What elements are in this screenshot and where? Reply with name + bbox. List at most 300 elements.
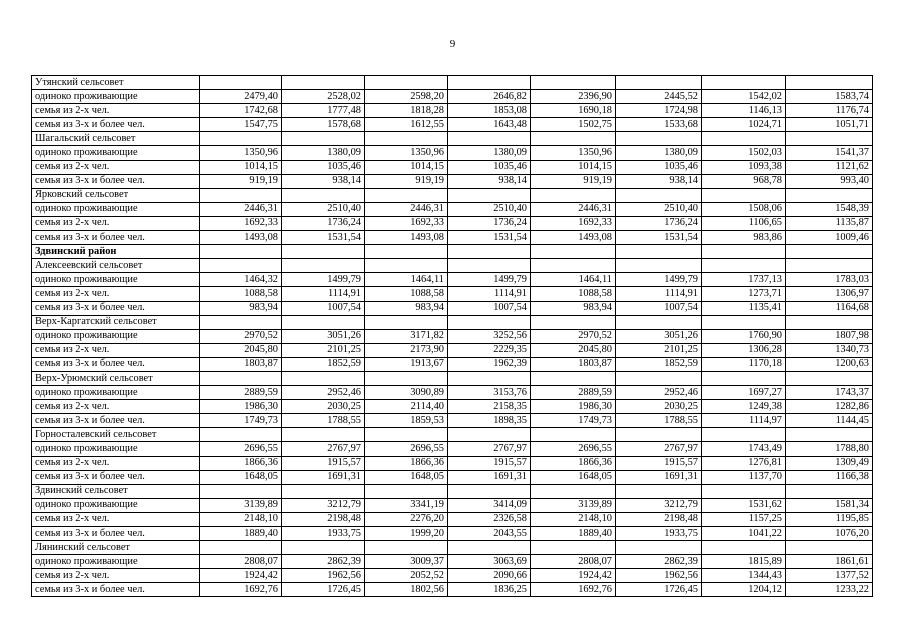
table-cell: 1749,73 xyxy=(531,414,616,428)
table-cell xyxy=(200,76,282,90)
district-heading-row xyxy=(32,245,873,259)
table-cell: 1648,05 xyxy=(365,470,448,484)
table-cell: 2446,31 xyxy=(531,202,616,216)
table-row xyxy=(32,146,873,160)
table-cell xyxy=(200,259,282,273)
table-cell: 1114,91 xyxy=(282,287,365,301)
table-cell xyxy=(448,259,531,273)
table-cell: 1533,68 xyxy=(616,118,702,132)
table-cell: 1024,71 xyxy=(702,118,786,132)
row-label: семья из 2-х чел. xyxy=(32,456,200,470)
section-heading-row xyxy=(32,428,873,442)
table-cell: 1007,54 xyxy=(616,301,702,315)
table-cell xyxy=(448,484,531,498)
table-cell xyxy=(616,245,702,259)
table-cell: 1035,46 xyxy=(616,160,702,174)
table-cell: 1690,18 xyxy=(531,104,616,118)
table-cell xyxy=(282,188,365,202)
row-label: одиноко проживающие xyxy=(32,202,200,216)
table-cell xyxy=(702,76,786,90)
table-cell: 1464,11 xyxy=(365,273,448,287)
table-cell: 1736,24 xyxy=(448,216,531,230)
table-cell xyxy=(616,132,702,146)
table-cell xyxy=(448,245,531,259)
table-cell: 2528,02 xyxy=(282,90,365,104)
table-cell: 1691,31 xyxy=(282,470,365,484)
table-row xyxy=(32,118,873,132)
table-cell xyxy=(200,188,282,202)
table-cell xyxy=(531,188,616,202)
table-cell: 1692,33 xyxy=(365,216,448,230)
table-cell: 1233,22 xyxy=(786,583,873,597)
table-cell: 1051,71 xyxy=(786,118,873,132)
table-cell: 1583,74 xyxy=(786,90,873,104)
table-row xyxy=(32,456,873,470)
table-cell: 1531,54 xyxy=(448,231,531,245)
table-cell: 1306,97 xyxy=(786,287,873,301)
table-cell xyxy=(365,315,448,329)
table-cell: 2229,35 xyxy=(448,343,531,357)
table-cell: 1146,13 xyxy=(702,104,786,118)
table-cell xyxy=(200,484,282,498)
table-cell: 1986,30 xyxy=(531,400,616,414)
table-cell: 1788,55 xyxy=(616,414,702,428)
table-cell xyxy=(448,428,531,442)
table-cell: 2862,39 xyxy=(282,555,365,569)
table-row xyxy=(32,329,873,343)
page-number: 9 xyxy=(449,38,456,50)
table-cell: 2446,31 xyxy=(200,202,282,216)
table-cell: 1166,38 xyxy=(786,470,873,484)
table-cell: 1157,25 xyxy=(702,512,786,526)
table-cell xyxy=(365,188,448,202)
table-cell: 2045,80 xyxy=(531,343,616,357)
row-label: семья из 2-х чел. xyxy=(32,287,200,301)
table-row xyxy=(32,583,873,597)
table-row xyxy=(32,231,873,245)
table-cell: 3051,26 xyxy=(616,329,702,343)
table-cell xyxy=(786,484,873,498)
table-cell xyxy=(702,371,786,385)
table-cell xyxy=(448,541,531,555)
table-cell xyxy=(702,245,786,259)
table-cell: 2396,90 xyxy=(531,90,616,104)
table-cell: 2767,97 xyxy=(448,442,531,456)
table-cell xyxy=(531,315,616,329)
table-cell: 1743,37 xyxy=(786,386,873,400)
table-cell: 1014,15 xyxy=(365,160,448,174)
table-cell: 1014,15 xyxy=(531,160,616,174)
table-cell xyxy=(616,541,702,555)
table-cell: 2889,59 xyxy=(200,386,282,400)
table-row xyxy=(32,498,873,512)
table-cell: 2101,25 xyxy=(616,343,702,357)
table-cell: 1093,38 xyxy=(702,160,786,174)
table-cell: 2696,55 xyxy=(531,442,616,456)
table-cell: 1282,86 xyxy=(786,400,873,414)
row-label: семья из 3-х и более чел. xyxy=(32,118,200,132)
table-cell: 1380,09 xyxy=(448,146,531,160)
table-cell: 1866,36 xyxy=(200,456,282,470)
table-cell xyxy=(616,371,702,385)
table-cell: 1612,55 xyxy=(365,118,448,132)
selsovet-name: Алексеевский сельсовет xyxy=(32,259,200,273)
table-cell: 919,19 xyxy=(531,174,616,188)
table-cell xyxy=(702,541,786,555)
table-cell: 1350,96 xyxy=(531,146,616,160)
table-cell: 1802,56 xyxy=(365,583,448,597)
table-cell: 1547,75 xyxy=(200,118,282,132)
section-heading-row xyxy=(32,76,873,90)
table-cell: 3090,89 xyxy=(365,386,448,400)
table-cell: 1818,28 xyxy=(365,104,448,118)
table-cell xyxy=(365,541,448,555)
table-cell: 2052,52 xyxy=(365,569,448,583)
table-cell: 1915,57 xyxy=(282,456,365,470)
table-cell: 1273,71 xyxy=(702,287,786,301)
table-cell: 938,14 xyxy=(616,174,702,188)
table-cell: 1164,68 xyxy=(786,301,873,315)
row-label: одиноко проживающие xyxy=(32,273,200,287)
table-cell: 983,94 xyxy=(200,301,282,315)
table-cell: 1933,75 xyxy=(616,527,702,541)
table-cell xyxy=(702,315,786,329)
table-cell: 1692,76 xyxy=(531,583,616,597)
table-cell xyxy=(448,188,531,202)
row-label: одиноко проживающие xyxy=(32,555,200,569)
row-label: семья из 2-х чел. xyxy=(32,569,200,583)
table-row xyxy=(32,555,873,569)
table-cell: 1493,08 xyxy=(531,231,616,245)
table-cell: 1853,08 xyxy=(448,104,531,118)
table-cell: 2148,10 xyxy=(531,512,616,526)
table-cell: 1531,54 xyxy=(616,231,702,245)
table-cell: 1176,74 xyxy=(786,104,873,118)
table-cell: 1861,61 xyxy=(786,555,873,569)
row-label: семья из 3-х и более чел. xyxy=(32,470,200,484)
table-cell xyxy=(448,371,531,385)
table-row xyxy=(32,400,873,414)
row-label: семья из 3-х и более чел. xyxy=(32,583,200,597)
table-cell: 1344,43 xyxy=(702,569,786,583)
table-cell: 1648,05 xyxy=(531,470,616,484)
table-cell xyxy=(282,371,365,385)
table-cell xyxy=(786,132,873,146)
table-cell xyxy=(282,428,365,442)
table-cell xyxy=(365,132,448,146)
row-label: семья из 2-х чел. xyxy=(32,343,200,357)
selsovet-name: Шагальский сельсовет xyxy=(32,132,200,146)
table-cell: 1724,98 xyxy=(616,104,702,118)
table-cell: 1076,20 xyxy=(786,527,873,541)
table-cell xyxy=(282,259,365,273)
table-cell xyxy=(448,132,531,146)
table-cell: 3153,76 xyxy=(448,386,531,400)
table-cell: 1986,30 xyxy=(200,400,282,414)
table-cell xyxy=(200,371,282,385)
table-cell: 1531,62 xyxy=(702,498,786,512)
table-cell: 1088,58 xyxy=(365,287,448,301)
table-row xyxy=(32,512,873,526)
table-cell: 1502,03 xyxy=(702,146,786,160)
table-cell xyxy=(616,315,702,329)
row-label: семья из 3-х и более чел. xyxy=(32,357,200,371)
table-cell: 2276,20 xyxy=(365,512,448,526)
table-cell: 3212,79 xyxy=(282,498,365,512)
selsovet-name: Лянинский сельсовет xyxy=(32,541,200,555)
section-heading-row xyxy=(32,315,873,329)
table-cell: 1889,40 xyxy=(531,527,616,541)
table-cell: 1726,45 xyxy=(282,583,365,597)
table-cell: 1736,24 xyxy=(616,216,702,230)
table-cell xyxy=(365,428,448,442)
table-cell: 2158,35 xyxy=(448,400,531,414)
table-cell: 2198,48 xyxy=(616,512,702,526)
table-row xyxy=(32,414,873,428)
row-label: одиноко проживающие xyxy=(32,442,200,456)
table-cell: 1548,39 xyxy=(786,202,873,216)
table-cell: 1350,96 xyxy=(365,146,448,160)
table-cell: 1749,73 xyxy=(200,414,282,428)
table-cell xyxy=(786,541,873,555)
table-cell: 1144,45 xyxy=(786,414,873,428)
table-cell: 2045,80 xyxy=(200,343,282,357)
row-label: семья из 3-х и более чел. xyxy=(32,301,200,315)
table-cell: 3063,69 xyxy=(448,555,531,569)
table-cell: 1788,80 xyxy=(786,442,873,456)
table-cell xyxy=(531,76,616,90)
table-cell: 1499,79 xyxy=(616,273,702,287)
table-cell: 1014,15 xyxy=(200,160,282,174)
table-row xyxy=(32,527,873,541)
table-cell: 2148,10 xyxy=(200,512,282,526)
table-cell: 983,86 xyxy=(702,231,786,245)
table-cell: 3212,79 xyxy=(616,498,702,512)
table-cell: 2646,82 xyxy=(448,90,531,104)
table-cell xyxy=(616,76,702,90)
table-cell: 3414,09 xyxy=(448,498,531,512)
table-cell: 2598,20 xyxy=(365,90,448,104)
table-cell: 1088,58 xyxy=(531,287,616,301)
section-heading-row xyxy=(32,188,873,202)
table-row xyxy=(32,273,873,287)
table-cell: 1306,28 xyxy=(702,343,786,357)
table-cell: 1493,08 xyxy=(365,231,448,245)
row-label: семья из 2-х чел. xyxy=(32,160,200,174)
table-cell: 2479,40 xyxy=(200,90,282,104)
table-cell: 919,19 xyxy=(365,174,448,188)
table-cell xyxy=(786,371,873,385)
table-cell xyxy=(531,259,616,273)
table-cell: 2862,39 xyxy=(616,555,702,569)
table-cell: 938,14 xyxy=(282,174,365,188)
table-cell xyxy=(786,188,873,202)
table-cell xyxy=(702,484,786,498)
row-label: семья из 3-х и более чел. xyxy=(32,414,200,428)
table-cell: 2808,07 xyxy=(531,555,616,569)
table-cell: 1815,89 xyxy=(702,555,786,569)
table-cell: 2101,25 xyxy=(282,343,365,357)
table-cell xyxy=(200,428,282,442)
selsovet-name: Горностaлевский сельсовет xyxy=(32,428,200,442)
table-cell: 1137,70 xyxy=(702,470,786,484)
table-cell: 1962,39 xyxy=(448,357,531,371)
table-row xyxy=(32,343,873,357)
table-cell: 1499,79 xyxy=(282,273,365,287)
table-cell: 1035,46 xyxy=(448,160,531,174)
table-cell: 1170,18 xyxy=(702,357,786,371)
selsovet-name: Ярковский сельсовет xyxy=(32,188,200,202)
table-cell: 2030,25 xyxy=(616,400,702,414)
table-cell: 3009,37 xyxy=(365,555,448,569)
table-cell: 1502,75 xyxy=(531,118,616,132)
table-cell xyxy=(616,428,702,442)
table-cell: 2173,90 xyxy=(365,343,448,357)
selsovet-name: Верх-Каргатский сельсовет xyxy=(32,315,200,329)
table-cell: 1007,54 xyxy=(448,301,531,315)
row-label: семья из 2-х чел. xyxy=(32,216,200,230)
table-cell: 1777,48 xyxy=(282,104,365,118)
table-row xyxy=(32,442,873,456)
table-cell xyxy=(200,132,282,146)
table-cell xyxy=(531,132,616,146)
table-cell: 1692,33 xyxy=(200,216,282,230)
table-cell: 1464,32 xyxy=(200,273,282,287)
table-row xyxy=(32,160,873,174)
table-cell: 919,19 xyxy=(200,174,282,188)
table-cell: 1913,67 xyxy=(365,357,448,371)
section-heading-row xyxy=(32,259,873,273)
table-row xyxy=(32,216,873,230)
district-name: Здвинский район xyxy=(32,245,200,259)
table-cell: 1803,87 xyxy=(200,357,282,371)
table-cell xyxy=(200,315,282,329)
table-row xyxy=(32,104,873,118)
table-cell: 1736,24 xyxy=(282,216,365,230)
section-heading-row xyxy=(32,484,873,498)
table-cell: 1195,85 xyxy=(786,512,873,526)
table-cell: 1852,59 xyxy=(282,357,365,371)
table-row xyxy=(32,386,873,400)
table-cell xyxy=(702,188,786,202)
table-cell: 3341,19 xyxy=(365,498,448,512)
table-cell: 2510,40 xyxy=(282,202,365,216)
table-cell xyxy=(702,428,786,442)
table-cell: 1114,91 xyxy=(616,287,702,301)
table-cell: 1726,45 xyxy=(616,583,702,597)
table-cell: 1866,36 xyxy=(365,456,448,470)
table-cell xyxy=(365,245,448,259)
table-cell: 2114,40 xyxy=(365,400,448,414)
table-cell: 2808,07 xyxy=(200,555,282,569)
table-cell: 1743,49 xyxy=(702,442,786,456)
table-cell: 1737,13 xyxy=(702,273,786,287)
section-heading-row xyxy=(32,371,873,385)
table-cell xyxy=(702,132,786,146)
table-cell: 1114,97 xyxy=(702,414,786,428)
table-cell: 2043,55 xyxy=(448,527,531,541)
table-cell: 993,40 xyxy=(786,174,873,188)
table-cell: 2198,48 xyxy=(282,512,365,526)
row-label: семья из 3-х и более чел. xyxy=(32,174,200,188)
table-cell: 1121,62 xyxy=(786,160,873,174)
table-cell xyxy=(448,76,531,90)
table-cell: 3139,89 xyxy=(200,498,282,512)
table-cell: 1508,06 xyxy=(702,202,786,216)
table-cell: 1836,25 xyxy=(448,583,531,597)
row-label: одиноко проживающие xyxy=(32,146,200,160)
row-label: семья из 2-х чел. xyxy=(32,400,200,414)
table-cell xyxy=(282,484,365,498)
table-cell: 1493,08 xyxy=(200,231,282,245)
table-cell: 1135,87 xyxy=(786,216,873,230)
table-cell: 1643,48 xyxy=(448,118,531,132)
table-cell: 1760,90 xyxy=(702,329,786,343)
table-cell xyxy=(282,132,365,146)
table-cell: 1692,76 xyxy=(200,583,282,597)
table-cell xyxy=(616,259,702,273)
table-cell: 1742,68 xyxy=(200,104,282,118)
table-cell: 1933,75 xyxy=(282,527,365,541)
table-cell: 1249,38 xyxy=(702,400,786,414)
table-cell: 2970,52 xyxy=(531,329,616,343)
table-cell: 2090,66 xyxy=(448,569,531,583)
table-cell: 983,94 xyxy=(365,301,448,315)
table-cell: 1648,05 xyxy=(200,470,282,484)
table-cell: 1200,63 xyxy=(786,357,873,371)
table-cell: 2445,52 xyxy=(616,90,702,104)
table-cell xyxy=(702,259,786,273)
table-cell: 2952,46 xyxy=(282,386,365,400)
table-cell: 1541,37 xyxy=(786,146,873,160)
table-row xyxy=(32,357,873,371)
table-cell xyxy=(282,76,365,90)
table-cell xyxy=(531,484,616,498)
table-cell: 2510,40 xyxy=(448,202,531,216)
table-cell xyxy=(448,315,531,329)
row-label: семья из 3-х и более чел. xyxy=(32,527,200,541)
table-cell: 2767,97 xyxy=(616,442,702,456)
table-cell: 1788,55 xyxy=(282,414,365,428)
selsovet-name: Верх-Урюмский сельсовет xyxy=(32,371,200,385)
row-label: одиноко проживающие xyxy=(32,498,200,512)
table-cell: 1697,27 xyxy=(702,386,786,400)
table-cell: 2030,25 xyxy=(282,400,365,414)
table-cell: 968,78 xyxy=(702,174,786,188)
table-cell: 2696,55 xyxy=(365,442,448,456)
row-label: семья из 2-х чел. xyxy=(32,512,200,526)
row-label: семья из 3-х и более чел. xyxy=(32,231,200,245)
row-label: одиноко проживающие xyxy=(32,386,200,400)
table-cell: 1380,09 xyxy=(616,146,702,160)
table-cell xyxy=(531,245,616,259)
row-label: семья из 2-х чел. xyxy=(32,104,200,118)
table-cell: 1691,31 xyxy=(616,470,702,484)
table-cell xyxy=(786,76,873,90)
table-cell: 983,94 xyxy=(531,301,616,315)
table-cell xyxy=(365,371,448,385)
table-cell: 1088,58 xyxy=(200,287,282,301)
table-cell: 1807,98 xyxy=(786,329,873,343)
table-cell: 1340,73 xyxy=(786,343,873,357)
table-cell xyxy=(786,315,873,329)
table-cell: 1783,03 xyxy=(786,273,873,287)
table-cell xyxy=(282,315,365,329)
row-label: одиноко проживающие xyxy=(32,329,200,343)
table-cell: 1859,53 xyxy=(365,414,448,428)
table-cell: 1889,40 xyxy=(200,527,282,541)
table-row xyxy=(32,470,873,484)
